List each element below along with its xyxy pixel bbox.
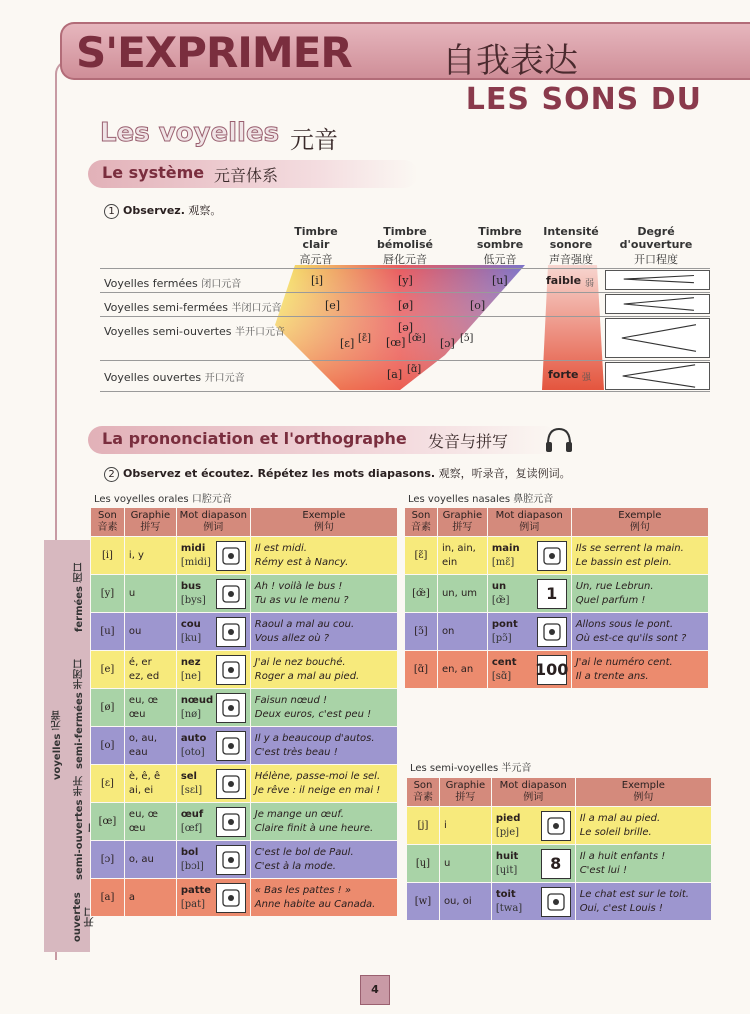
table-row <box>91 879 398 917</box>
car-icon <box>216 731 246 761</box>
exemple-line-1: « Bas les pattes ! » <box>254 884 352 896</box>
exemple-line-1: Allons sous le pont. <box>575 618 674 630</box>
aperture-closed-icon <box>605 270 710 290</box>
cell-son: [o] <box>91 727 125 765</box>
ipa-schwa: [ə] <box>398 321 414 334</box>
mot-phonetic: [pat] <box>180 898 205 910</box>
bus-icon <box>216 579 246 609</box>
table-row <box>91 575 398 613</box>
exemple-line-1: Le chat est sur le toit. <box>579 888 689 900</box>
cell-graphie: eu, œ œu <box>124 689 176 727</box>
cell-exemple <box>250 575 397 613</box>
group-label-ouvertes-cn: 开口 <box>85 907 96 927</box>
table-row <box>91 689 398 727</box>
aperture-semi-open-icon <box>605 318 710 358</box>
cell-mot <box>487 575 571 613</box>
cell-exemple <box>575 845 711 883</box>
mot-phonetic: [twa] <box>495 902 523 914</box>
semi-table <box>406 777 712 921</box>
mot-diapason: nez <box>180 656 201 668</box>
cell-mot <box>176 575 250 613</box>
row-fermees <box>104 275 241 290</box>
cell-graphie: on <box>437 613 487 651</box>
ipa-o: [o] <box>470 299 486 312</box>
table-row <box>407 883 712 921</box>
ipa-o-closed: [ø] <box>398 299 414 312</box>
ipa-y: [y] <box>398 274 413 287</box>
exemple-line-1: Ah ! voilà le bus ! <box>254 580 343 592</box>
exemple-line-2: Deux euros, c'est peu ! <box>254 708 372 720</box>
row-fermees-label: Voyelles fermées <box>104 277 198 290</box>
col-timbre-sombre-cn: 低元音 <box>483 253 517 266</box>
nasales-table <box>404 507 709 689</box>
cell-graphie: é, er ez, ed <box>124 651 176 689</box>
exemple-line-2: Anne habite au Canada. <box>254 898 376 910</box>
cell-son: [ɥ] <box>407 845 440 883</box>
exemple-line-1: Il a mal au pied. <box>579 812 661 824</box>
neck-icon <box>216 617 246 647</box>
ipa-e: [e] <box>325 299 341 312</box>
cell-exemple <box>575 883 711 921</box>
ipa-open-o: [ɔ] <box>440 337 455 350</box>
group-label-fermees-text: fermées <box>74 585 85 632</box>
mot-diapason: cent <box>491 656 517 668</box>
ipa-epsilon: [ɛ] <box>340 337 355 350</box>
cell-graphie: o, au <box>124 841 176 879</box>
row-semi-fermees-label: Voyelles semi-fermées <box>104 301 228 314</box>
cell-graphie: u <box>124 575 176 613</box>
header-mot: Mot diapason 例词 <box>487 508 571 537</box>
cell-mot <box>491 807 575 845</box>
cell-son: [w] <box>407 883 440 921</box>
header-title-cn: 自我表达 <box>442 41 578 81</box>
divider <box>100 360 710 361</box>
cell-graphie: i, y <box>124 537 176 575</box>
exemple-line-2: Tu as vu le menu ? <box>254 594 349 606</box>
cell-son: [j] <box>407 807 440 845</box>
exemple-line-2: C'est à la mode. <box>254 860 336 872</box>
cell-son: [i] <box>91 537 125 575</box>
row-fermees-cn: 闭口元音 <box>201 279 242 290</box>
row-semi-ouvertes-cn: 半开口元音 <box>235 327 286 338</box>
prononciation-section-bar <box>88 426 558 454</box>
knot-icon <box>216 693 246 723</box>
exemple-line-2: Je rêve : il neige en mai ! <box>254 784 381 796</box>
col-intensite-cn: 声音强度 <box>549 253 593 266</box>
mot-phonetic: [œf] <box>180 822 203 834</box>
cell-mot <box>176 841 250 879</box>
cell-son: [ø] <box>91 689 125 727</box>
table-row <box>405 613 709 651</box>
intensity-weak: faible <box>546 274 582 287</box>
exemple-line-1: Je mange un œuf. <box>254 808 344 820</box>
cell-exemple <box>250 613 397 651</box>
exemple-line-1: Ils se serrent la main. <box>575 542 684 554</box>
bowl-icon <box>216 845 246 875</box>
exemple-line-2: Rémy est à Nancy. <box>254 556 349 568</box>
header-son: Son 音素 <box>407 778 440 807</box>
hand-icon <box>537 541 567 571</box>
header-son: Son 音素 <box>405 508 438 537</box>
ipa-open-o-nasal: [ɔ̃] <box>460 333 474 344</box>
mot-diapason: cou <box>180 618 201 630</box>
group-label-semi-fermees-text: semi-fermées <box>74 692 85 770</box>
cell-mot <box>487 651 571 689</box>
cell-mot <box>491 845 575 883</box>
table-row <box>407 807 712 845</box>
cell-son: [e] <box>91 651 125 689</box>
mot-phonetic: [nø] <box>180 708 202 720</box>
mot-diapason: toit <box>495 888 516 900</box>
aperture-semi-closed-icon <box>605 294 710 314</box>
exemple-line-1: Il y a beaucoup d'autos. <box>254 732 375 744</box>
mot-phonetic: [sɛl] <box>180 784 203 796</box>
group-label-semi-ouvertes-text: semi-ouvertes <box>74 799 85 880</box>
cell-son: [ɔ̃] <box>405 613 438 651</box>
cell-exemple <box>250 879 397 917</box>
ipa-u: [u] <box>492 274 508 287</box>
col-degre <box>614 225 698 266</box>
mot-phonetic: [œ̃] <box>491 594 510 606</box>
systeme-section-bar <box>88 160 418 188</box>
mot-diapason: œuf <box>180 808 204 820</box>
exemple-line-1: Il a huit enfants ! <box>579 850 666 862</box>
ipa-i: [i] <box>311 274 324 287</box>
cell-son: [œ] <box>91 803 125 841</box>
number-eight-icon: 8 <box>541 849 571 879</box>
cell-exemple <box>250 727 397 765</box>
systeme-title-cn: 元音体系 <box>214 166 279 185</box>
table-row <box>407 845 712 883</box>
cell-mot <box>176 613 250 651</box>
ipa-epsilon-nasal: [ɛ̃] <box>358 333 371 344</box>
exemple-line-1: Faisun nœud ! <box>254 694 327 706</box>
cell-graphie: in, ain, ein <box>437 537 487 575</box>
exemple-line-1: Un, rue Lebrun. <box>575 580 654 592</box>
cell-son: [u] <box>91 613 125 651</box>
exemple-line-2: Le bassin est plein. <box>575 556 672 568</box>
header-mot: Mot diapason 例词 <box>176 508 250 537</box>
exemple-line-1: Il est midi. <box>254 542 307 554</box>
table-row <box>405 651 709 689</box>
exemple-line-1: C'est le bol de Paul. <box>254 846 354 858</box>
exemple-line-2: Oui, c'est Louis ! <box>579 902 663 914</box>
exemple-line-2: Vous allez où ? <box>254 632 330 644</box>
group-label-ouvertes <box>72 886 96 948</box>
exemple-line-1: Raoul a mal au cou. <box>254 618 355 630</box>
mot-phonetic: [pje] <box>495 826 520 838</box>
mot-diapason: main <box>491 542 520 554</box>
mot-phonetic: [ɥit] <box>495 864 518 876</box>
ipa-oe-nasal: [œ̃] <box>408 333 426 344</box>
cell-exemple <box>571 613 708 651</box>
col-timbre-bemolise <box>372 225 438 266</box>
mot-diapason: patte <box>180 884 212 896</box>
header-graphie: Graphie 拼写 <box>439 778 491 807</box>
mot-diapason: huit <box>495 850 519 862</box>
nose-icon <box>216 655 246 685</box>
row-ouvertes <box>104 369 245 384</box>
mot-phonetic: [oto] <box>180 746 205 758</box>
cell-graphie: eu, œ œu <box>124 803 176 841</box>
cell-mot <box>487 613 571 651</box>
instruction-text: Observez et écoutez. Répétez les mots diapasons. <box>123 467 436 480</box>
divider <box>100 292 710 293</box>
mot-diapason: nœud <box>180 694 214 706</box>
header-mot: Mot diapason 例词 <box>491 778 575 807</box>
header-bar <box>60 22 750 80</box>
semi-caption-text: Les semi-voyelles <box>410 763 499 774</box>
instruction-text-cn: 观察，听录音，复读例词。 <box>438 467 571 480</box>
cell-son: [ɛ̃] <box>405 537 438 575</box>
cell-exemple <box>250 651 397 689</box>
cell-exemple <box>250 689 397 727</box>
cell-exemple <box>571 575 708 613</box>
col-intensite-label: Intensité sonore <box>543 225 599 251</box>
mot-phonetic: [ne] <box>180 670 201 682</box>
prononciation-instruction <box>104 465 571 482</box>
divider <box>100 268 710 269</box>
bridge-icon <box>537 617 567 647</box>
group-label-semi-ouvertes <box>72 772 100 884</box>
number-one-icon: 1 <box>537 579 567 609</box>
cell-exemple <box>250 765 397 803</box>
mot-phonetic: [bys] <box>180 594 206 606</box>
mot-phonetic: [ku] <box>180 632 202 644</box>
cell-son: [y] <box>91 575 125 613</box>
headphones-icon[interactable] <box>543 424 575 456</box>
orales-caption-cn: 口腔元音 <box>191 494 232 505</box>
col-intensite <box>540 225 602 266</box>
mot-phonetic: [bɔl] <box>180 860 204 872</box>
header-son: Son 音素 <box>91 508 125 537</box>
group-label-fermees-cn: 闭口 <box>74 562 85 583</box>
col-timbre-bemolise-cn: 唇化元音 <box>383 253 427 266</box>
table-row <box>91 651 398 689</box>
mot-phonetic: [sɑ̃] <box>491 670 512 682</box>
exemple-line-2: Claire finit à une heure. <box>254 822 374 834</box>
paw-icon <box>216 883 246 913</box>
exemple-line-2: Quel parfum ! <box>575 594 646 606</box>
orales-table <box>90 507 398 917</box>
mot-diapason: bol <box>180 846 199 858</box>
ipa-a: [a] <box>387 368 403 381</box>
mot-diapason: un <box>491 580 507 592</box>
mot-diapason: bus <box>180 580 202 592</box>
header-exemple: Exemple 例句 <box>250 508 397 537</box>
row-ouvertes-cn: 开口元音 <box>204 373 245 384</box>
semi-caption-cn: 半元音 <box>501 763 532 774</box>
cell-son: [ɑ̃] <box>405 651 438 689</box>
col-timbre-sombre <box>472 225 528 266</box>
mot-diapason: auto <box>180 732 207 744</box>
exemple-line-2: Roger a mal au pied. <box>254 670 360 682</box>
instruction-text: Observez. <box>123 204 185 217</box>
voyelles-heading-cn: 元音 <box>290 126 338 154</box>
orales-caption-text: Les voyelles orales <box>94 494 189 505</box>
cell-exemple <box>250 803 397 841</box>
cell-mot <box>176 765 250 803</box>
exemple-line-1: Hélène, passe-moi le sel. <box>254 770 381 782</box>
table-row <box>405 537 709 575</box>
mot-diapason: pont <box>491 618 518 630</box>
header-exemple: Exemple 例句 <box>575 778 711 807</box>
col-degre-cn: 开口程度 <box>634 253 678 266</box>
cell-exemple <box>250 537 397 575</box>
exemple-line-2: C'est lui ! <box>579 864 627 876</box>
ipa-a-nasal: [ɑ̃] <box>407 364 422 375</box>
prononciation-title: La prononciation et l'orthographe <box>102 429 407 448</box>
cell-mot <box>176 537 250 575</box>
exemple-line-2: Le soleil brille. <box>579 826 652 838</box>
col-timbre-clair-cn: 高元音 <box>299 253 333 266</box>
aperture-open-icon <box>605 362 710 390</box>
col-degre-label: Degré d'ouverture <box>619 225 693 251</box>
table-header-row <box>405 508 709 537</box>
mot-phonetic: [mɛ̃] <box>491 556 515 568</box>
cell-graphie: è, ê, ê ai, ei <box>124 765 176 803</box>
systeme-instruction <box>104 202 221 219</box>
clock-icon <box>216 541 246 571</box>
cell-mot <box>176 803 250 841</box>
cell-graphie: en, an <box>437 651 487 689</box>
exemple-line-1: J'ai le numéro cent. <box>575 656 673 668</box>
prononciation-title-cn: 发音与拼写 <box>428 432 509 451</box>
group-label-semi-fermees-cn: 半闭口 <box>74 658 85 689</box>
cell-graphie: ou <box>124 613 176 651</box>
header-graphie: Graphie 拼写 <box>437 508 487 537</box>
group-label-fermees <box>72 543 86 651</box>
ipa-oe: [œ] <box>386 336 406 349</box>
cell-mot <box>176 727 250 765</box>
divider <box>100 316 710 317</box>
nasales-caption-cn: 鼻腔元音 <box>513 494 554 505</box>
cell-graphie: ou, oi <box>439 883 491 921</box>
cell-graphie: o, au, eau <box>124 727 176 765</box>
group-label-semi-ouvertes-cn: 半开口 <box>74 776 100 833</box>
mot-diapason: midi <box>180 542 206 554</box>
mot-phonetic: [pɔ̃] <box>491 632 512 644</box>
instruction-number: 2 <box>104 467 119 482</box>
table-row <box>91 803 398 841</box>
foot-icon <box>541 811 571 841</box>
cell-graphie: un, um <box>437 575 487 613</box>
header-title: S'EXPRIMER <box>76 28 352 77</box>
cell-mot <box>176 689 250 727</box>
cell-mot <box>176 879 250 917</box>
table-row <box>91 841 398 879</box>
intensity-weak-cn: 弱 <box>585 279 595 289</box>
col-timbre-bemolise-label: Timbre bémolisé <box>377 225 433 251</box>
side-label-voyelles-cn: 元音 <box>52 710 63 731</box>
cell-graphie: a <box>124 879 176 917</box>
table-row <box>405 575 709 613</box>
mot-diapason: sel <box>180 770 197 782</box>
number-hundred-icon: 100 <box>537 655 567 685</box>
row-semi-ouvertes <box>104 322 289 342</box>
col-timbre-clair-label: Timbre clair <box>294 225 338 251</box>
cell-graphie: u <box>439 845 491 883</box>
table-row <box>91 537 398 575</box>
cell-exemple <box>571 651 708 689</box>
row-semi-ouvertes-label: Voyelles semi-ouvertes <box>104 325 232 338</box>
page-number: 4 <box>360 975 390 1005</box>
table-row <box>91 765 398 803</box>
orales-caption <box>94 490 232 505</box>
cell-exemple <box>575 807 711 845</box>
instruction-number: 1 <box>104 204 119 219</box>
page-subtitle: LES SONS DU <box>465 82 702 117</box>
header-exemple: Exemple 例句 <box>571 508 708 537</box>
row-semi-fermees-cn: 半闭口元音 <box>231 303 282 314</box>
cell-exemple <box>250 841 397 879</box>
cell-mot <box>491 883 575 921</box>
nasales-caption <box>408 490 553 505</box>
systeme-title: Le système <box>102 163 205 182</box>
intensity-strong: forte <box>548 368 579 381</box>
col-timbre-clair <box>288 225 344 266</box>
roof-icon <box>541 887 571 917</box>
table-row <box>91 727 398 765</box>
mot-diapason: pied <box>495 812 521 824</box>
exemple-line-1: J'ai le nez bouché. <box>254 656 346 668</box>
col-timbre-sombre-label: Timbre sombre <box>476 225 524 251</box>
voyelles-heading: Les voyelles <box>100 118 280 148</box>
instruction-text-cn: 观察。 <box>188 204 222 217</box>
cell-graphie: i <box>439 807 491 845</box>
exemple-line-2: Où est-ce qu'ils sont ? <box>575 632 687 644</box>
cell-mot <box>176 651 250 689</box>
cell-son: [a] <box>91 879 125 917</box>
table-header-row <box>91 508 398 537</box>
row-ouvertes-label: Voyelles ouvertes <box>104 371 202 384</box>
side-label-voyelles <box>50 690 66 800</box>
intensity-strong-cn: 强 <box>582 373 592 383</box>
header-graphie: Graphie 拼写 <box>124 508 176 537</box>
table-row <box>91 613 398 651</box>
cell-son: [ɛ] <box>91 765 125 803</box>
group-label-ouvertes-text: ouvertes <box>72 892 83 942</box>
semi-caption <box>410 759 531 774</box>
cell-exemple <box>571 537 708 575</box>
exemple-line-2: C'est très beau ! <box>254 746 338 758</box>
divider <box>100 391 710 392</box>
cell-son: [œ̃] <box>405 575 438 613</box>
salt-icon <box>216 769 246 799</box>
exemple-line-2: Il a trente ans. <box>575 670 649 682</box>
cell-son: [ɔ] <box>91 841 125 879</box>
nasales-caption-text: Les voyelles nasales <box>408 494 511 505</box>
egg-icon <box>216 807 246 837</box>
side-label-voyelles-text: voyelles <box>52 733 63 780</box>
table-header-row <box>407 778 712 807</box>
group-label-semi-fermees <box>72 657 86 771</box>
mot-phonetic: [midi] <box>180 556 211 568</box>
row-semi-fermees <box>104 299 281 314</box>
cell-mot <box>487 537 571 575</box>
